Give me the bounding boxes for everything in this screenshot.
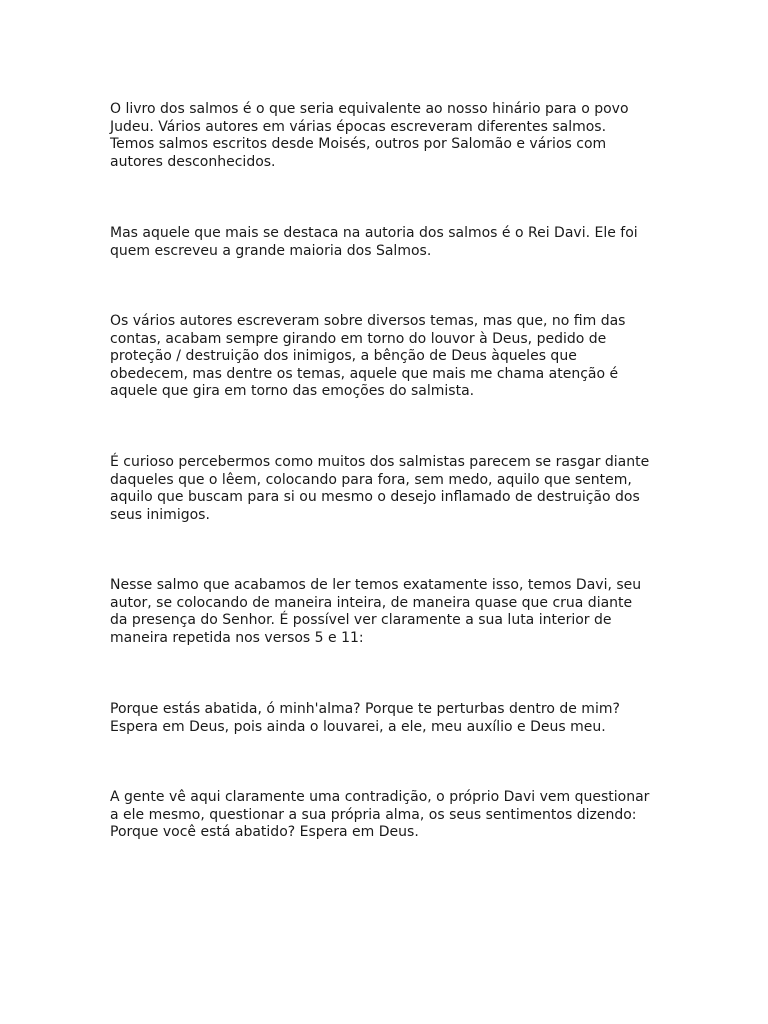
paragraph-line: maneira repetida nos versos 5 e 11:	[110, 629, 364, 646]
paragraph-line: O livro dos salmos é o que seria equivalente ao nosso hinário para o povo	[110, 101, 629, 117]
paragraph-line: obedecem, mas dentre os temas, aquele que mais me chama atenção é	[110, 365, 619, 382]
paragraph-line: daqueles que o lêem, colocando para fora, sem medo, aquilo que sentem,	[110, 471, 632, 488]
paragraph-line: A gente vê aqui claramente uma contradição, o próprio Davi vem questionar	[110, 789, 650, 805]
paragraph-line: proteção / destruição dos inimigos, a bênção de Deus àqueles que	[110, 348, 577, 365]
paragraph-line: Porque você está abatido? Espera em Deus.	[110, 824, 419, 841]
paragraph-line: seus inimigos.	[110, 506, 210, 523]
paragraph-line: Porque estás abatida, ó minh'alma? Porque te perturbas dentro de mim?	[110, 701, 620, 717]
paragraph-line: Mas aquele que mais se destaca na autoria dos salmos é o Rei Davi. Ele foi	[110, 225, 638, 241]
paragraph-contradicao	[110, 789, 670, 842]
paragraph-line: a ele mesmo, questionar a sua própria alma, os seus sentimentos dizendo:	[110, 806, 637, 823]
paragraph-line: Temos salmos escritos desde Moisés, outros por Salomão e vários com	[110, 136, 607, 153]
paragraph-line: Judeu. Vários autores em várias épocas escreveram diferentes salmos.	[110, 118, 607, 135]
paragraph-line: É curioso percebermos como muitos dos salmistas parecem se rasgar diante	[110, 454, 650, 470]
paragraph-line: contas, acabam sempre girando em torno do louvor à Deus, pedido de	[110, 330, 607, 347]
paragraph-nesse-salmo	[110, 577, 670, 647]
paragraph-line: Os vários autores escreveram sobre diversos temas, mas que, no fim das	[110, 313, 626, 329]
paragraph-verso-citacao	[110, 701, 670, 736]
paragraph-line: autores desconhecidos.	[110, 153, 276, 170]
paragraph-line: quem escreveu a grande maioria dos Salmos.	[110, 242, 432, 259]
paragraph-line: Nesse salmo que acabamos de ler temos exatamente isso, temos Davi, seu	[110, 577, 642, 593]
paragraph-rei-davi	[110, 225, 670, 260]
paragraph-temas	[110, 313, 670, 401]
paragraph-line: aquilo que buscam para si ou mesmo o desejo inflamado de destruição dos	[110, 489, 640, 506]
paragraph-line: da presença do Senhor. É possível ver claramente a sua luta interior de	[110, 612, 612, 629]
paragraph-line: Espera em Deus, pois ainda o louvarei, a ele, meu auxílio e Deus meu.	[110, 718, 606, 735]
paragraph-salmistas	[110, 454, 670, 524]
paragraph-line: aquele que gira em torno das emoções do salmista.	[110, 383, 475, 400]
paragraph-salmos-hinario	[110, 101, 670, 171]
paragraph-line: autor, se colocando de maneira inteira, de maneira quase que crua diante	[110, 594, 633, 611]
